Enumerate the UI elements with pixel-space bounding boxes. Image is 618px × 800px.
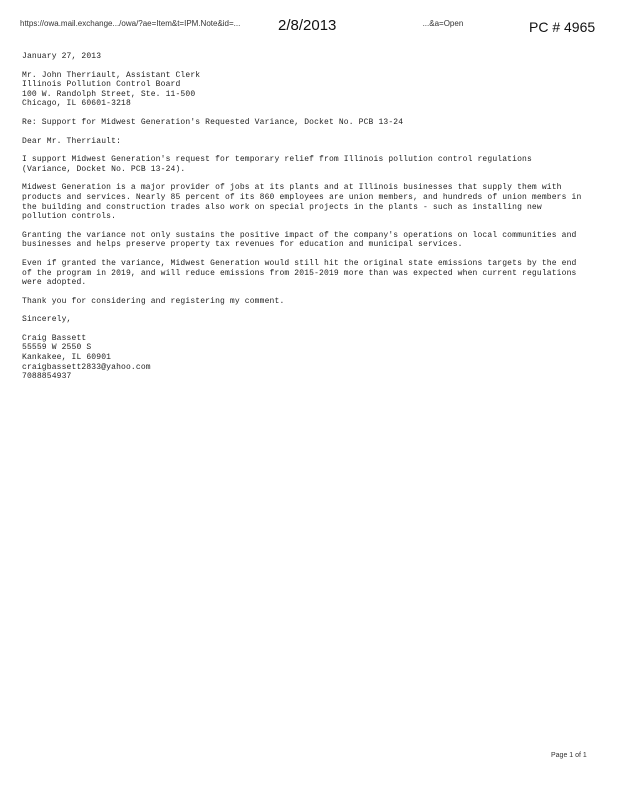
signature-phone: 7088854937 — [22, 372, 72, 382]
public-comment-number: PC # 4965 — [529, 19, 596, 35]
print-header-url — [20, 19, 463, 28]
body-paragraph: Midwest Generation is a major provider of jobs at its plants and at Illinois businesses that supply them with products and services. Nearly 85 percent of its 860 employees are union members, and hundreds of union members in the building and construction trades also work on special projects in the plants - such as installing new pollution controls. — [22, 183, 587, 222]
recipient-line: Illinois Pollution Control Board — [22, 80, 181, 90]
body-paragraph: Granting the variance not only sustains the positive impact of the company's operations on local communities and businesses and helps preserve property tax revenues for education and municipal services. — [22, 230, 582, 250]
page-number: Page 1 of 1 — [551, 752, 587, 759]
signature-address: 55559 W 2550 S — [22, 343, 92, 353]
body-paragraph: Even if granted the variance, Midwest Generation would still hit the original state emissions targets by the end of the program in 2019, and will reduce emissions from 2015-2019 more than was expected when current regulations were adopted. — [22, 258, 582, 288]
letter-body — [22, 52, 587, 382]
signature-email: craigbassett2833@yahoo.com — [22, 362, 151, 372]
recipient-line: Mr. John Therriault, Assistant Clerk — [22, 70, 201, 80]
body-paragraph: I support Midwest Generation's request for temporary relief from Illinois pollution control regulations (Variance, Docket No. PCB 13-24). — [22, 155, 537, 174]
body-paragraph: Thank you for considering and registering my comment. — [22, 296, 285, 306]
salutation: Dear Mr. Therriault: — [22, 136, 122, 146]
signature-name: Craig Bassett — [22, 333, 87, 343]
closing: Sincerely, — [22, 315, 72, 325]
url-start: https://owa.mail.exchange.../owa/?ae=Item&t=IPM.Note&id=... — [20, 19, 241, 28]
letter-date: January 27, 2013 — [22, 52, 102, 61]
letter-subject: Re: Support for Midwest Generation's Requested Variance, Docket No. PCB 13-24 — [22, 117, 404, 127]
signature-city: Kankakee, IL 60901 — [22, 353, 112, 363]
received-date-stamp: 2/8/2013 — [278, 17, 337, 34]
recipient-line: Chicago, IL 60601-3218 — [22, 99, 131, 109]
recipient-line: 100 W. Randolph Street, Ste. 11-500 — [22, 89, 196, 99]
url-end: ...&a=Open — [422, 19, 464, 28]
